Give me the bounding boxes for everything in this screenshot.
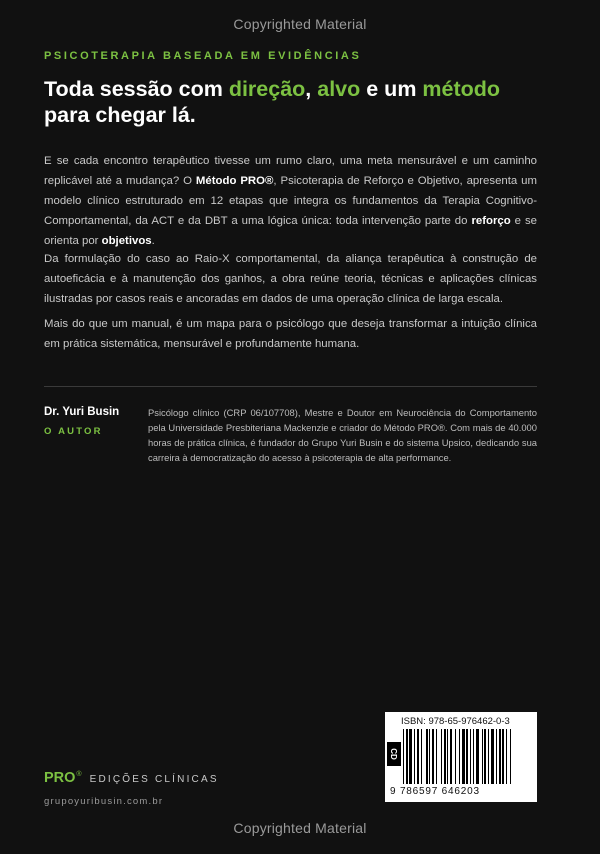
publisher-brand [44,770,219,786]
headline-highlight-alvo: alvo [317,77,361,101]
eyebrow-label: PSICOTERAPIA BASEADA EM EVIDÊNCIAS [44,50,362,62]
headline [44,76,544,128]
headline-highlight-direcao: direção [228,77,306,101]
barcode-bar [436,729,437,784]
paragraph-text: E se cada encontro terapêutico tivesse um rumo claro, uma meta mensurável e um caminho replicável até a mudança? O [44,155,537,187]
publisher-label: EDIÇÕES CLÍNICAS [89,774,219,785]
barcode-bar [502,729,504,784]
barcode-bar [450,729,452,784]
barcode-bar [506,729,507,784]
barcode-bar [426,729,428,784]
paragraph-closing: Mais do que um manual, é um mapa para o psicólogo que deseja transformar a intuição clínica em prática sistemática, mensurável e profundamente humana. [44,318,537,350]
barcode-bar [510,729,511,784]
isbn-label: ISBN: 978-65-976462-0-3 [401,716,510,727]
bold-term: reforço [471,215,511,227]
copyright-watermark-top: Copyrighted Material [233,16,367,32]
barcode-bar [409,729,412,784]
headline-highlight-metodo: método [422,77,501,101]
barcode-bar [499,729,501,784]
author-role: O AUTOR [44,426,103,437]
publisher-logo: PRO [44,770,76,786]
barcode-bar [466,729,468,784]
cd-icon [387,742,401,766]
bold-term: Método PRO® [195,175,274,187]
paragraph-intro [44,151,537,251]
paragraph-content: Da formulação do caso ao Raio-X comportamental, da aliança terapêutica à construção de autoeficácia e à manutenção dos ganhos, a obra reúne teoria, técnicas e aplicações clínicas ilustradas por casos reais e ancoradas em dados de uma operação clínica de larga escala. [44,253,537,305]
registered-mark: ® [76,771,82,778]
section-divider [44,386,537,387]
barcode-bar [462,729,465,784]
barcode-bar [496,729,497,784]
barcode-bar [417,729,419,784]
barcode-bar [470,729,471,784]
headline-part: Toda sessão com [44,77,229,101]
svg-text:CD: CD [389,748,398,760]
barcode-bar [403,729,404,784]
barcode-bar [491,729,494,784]
publisher-website: grupoyuribusin.com.br [44,796,164,807]
headline-part: e um [360,77,423,101]
barcode-bar [484,729,486,784]
copyright-watermark-bottom: Copyrighted Material [233,820,367,836]
barcode-bar [441,729,442,784]
barcode-bars [403,729,535,784]
ean-digits: 9 786597 646203 [390,786,480,797]
barcode-bar [429,729,430,784]
paragraph-text: , Psicoterapia de Reforço e Objetivo, apresenta um modelo clínico estruturado em 12 etapas que integra os fundamentos da Terapia Cognitivo-Comportamental, da ACT e da DBT a uma lógica única: toda intervenção parte do [44,175,537,227]
author-name: Dr. Yuri Busin [44,406,120,418]
barcode-bar [482,729,483,784]
barcode-bar [447,729,448,784]
paragraph-text: . [151,235,155,247]
author-bio: Psicólogo clínico (CRP 06/107708), Mestre e Doutor em Neurociência do Comportamento pela Universidade Presbiteriana Mackenzie e criador do Método PRO®. Com mais de 40.000 horas de prática clínica, é fundador do Grupo Yuri Busin e do sistema Upsico, dedicando sua carreira à democratização do acesso à psicoterapia de alta performance. [148,407,537,463]
barcode-bar [476,729,479,784]
barcode-bar [444,729,446,784]
paragraph-text: e se orienta por [44,215,537,247]
barcode-bar [421,729,422,784]
barcode-bar [414,729,415,784]
isbn-barcode [385,712,537,802]
headline-part: , [305,77,318,101]
barcode-bar [432,729,434,784]
barcode-bar [406,729,408,784]
barcode-bar [455,729,456,784]
bold-term: objetivos [101,235,152,247]
headline-part: para chegar lá. [44,103,196,127]
barcode-bar [473,729,474,784]
barcode-bar [488,729,489,784]
barcode-bar [459,729,460,784]
